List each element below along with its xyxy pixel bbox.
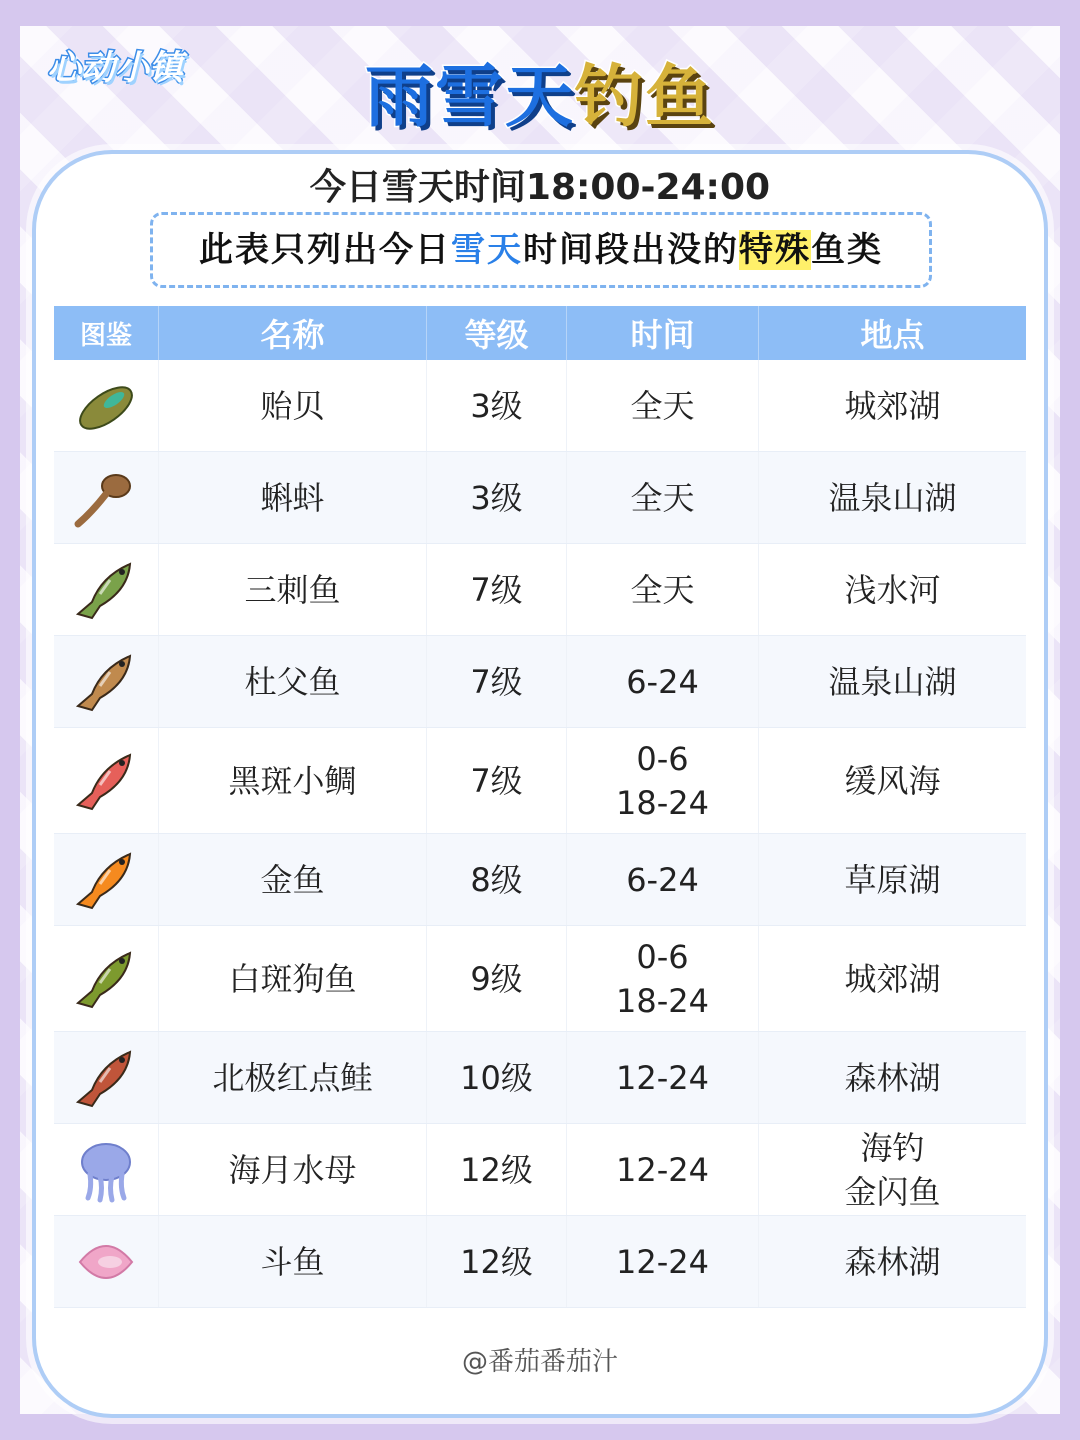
title-part-rain-snow: 雨雪天 (364, 58, 575, 137)
fish-time-line: 18-24 (616, 783, 709, 822)
app-logo (40, 38, 190, 98)
fish-place (758, 926, 1026, 1031)
fish-time-line: 12-24 (616, 1242, 709, 1281)
table-row (54, 544, 1026, 636)
fish-level: 7级 (426, 728, 566, 833)
table-row (54, 452, 1026, 544)
note-after: 鱼类 (811, 230, 883, 270)
header-level: 等级 (426, 306, 566, 360)
table-header (54, 306, 1026, 360)
fish-time-line: 12-24 (616, 1058, 709, 1097)
fish-name: 金鱼 (158, 834, 426, 925)
header-place: 地点 (758, 306, 1026, 360)
fish-name: 杜父鱼 (158, 636, 426, 727)
fish-place (758, 636, 1026, 727)
fish-time-line: 6-24 (626, 662, 699, 701)
table-row (54, 926, 1026, 1032)
fish-table (54, 306, 1026, 1308)
fish-name: 贻贝 (158, 360, 426, 451)
fish-place (758, 360, 1026, 451)
fish-time (566, 834, 758, 925)
fish-level: 3级 (426, 452, 566, 543)
fish-place (758, 728, 1026, 833)
fish-time-line: 6-24 (626, 860, 699, 899)
fish-place-line: 森林湖 (844, 1058, 941, 1097)
arctic-char-icon (54, 1032, 158, 1123)
table-row (54, 728, 1026, 834)
fish-time-line: 全天 (630, 386, 695, 425)
fish-name: 斗鱼 (158, 1216, 426, 1307)
fish-time (566, 452, 758, 543)
red-snapper-icon (54, 728, 158, 833)
sculpin-icon (54, 636, 158, 727)
fish-name: 白斑狗鱼 (158, 926, 426, 1031)
fish-time (566, 544, 758, 635)
note-highlight-snow: 雪天 (451, 230, 523, 270)
fish-level: 8级 (426, 834, 566, 925)
fish-level: 10级 (426, 1032, 566, 1123)
fish-time-line: 0-6 (636, 739, 689, 778)
fish-level: 9级 (426, 926, 566, 1031)
fish-place (758, 1124, 1026, 1215)
fish-time (566, 1124, 758, 1215)
fish-place-line: 森林湖 (844, 1242, 941, 1281)
tadpole-icon (54, 452, 158, 543)
table-row (54, 1124, 1026, 1216)
fish-name: 三刺鱼 (158, 544, 426, 635)
fish-place-line: 浅水河 (844, 570, 941, 609)
fish-place-line: 草原湖 (844, 860, 941, 899)
fish-time-line: 全天 (630, 570, 695, 609)
pike-icon (54, 926, 158, 1031)
fish-place-line: 城郊湖 (844, 386, 941, 425)
note-middle: 时间段出没的 (523, 230, 739, 270)
snow-time-subtitle: 今日雪天时间18:00-24:00 (309, 167, 771, 208)
fish-name: 北极红点鲑 (158, 1032, 426, 1123)
fish-level: 3级 (426, 360, 566, 451)
stickleback-icon (54, 544, 158, 635)
mussel-icon (54, 360, 158, 451)
fish-time-line: 0-6 (636, 937, 689, 976)
fish-place-line: 缓风海 (844, 761, 941, 800)
fish-place-line: 海钓 (860, 1128, 925, 1167)
fish-time-line: 12-24 (616, 1150, 709, 1189)
table-row (54, 1216, 1026, 1308)
fish-place (758, 1216, 1026, 1307)
fish-place-line: 温泉山湖 (828, 662, 957, 701)
fish-level: 12级 (426, 1124, 566, 1215)
jellyfish-icon (54, 1124, 158, 1215)
fish-place (758, 544, 1026, 635)
fish-place-line: 金闪鱼 (844, 1172, 941, 1211)
fish-time (566, 636, 758, 727)
fish-place (758, 1032, 1026, 1123)
page-title (340, 58, 740, 138)
fish-time-line: 18-24 (616, 981, 709, 1020)
goldfish-icon (54, 834, 158, 925)
author-credit: @番茄番茄汁 (461, 1347, 618, 1377)
fish-place (758, 834, 1026, 925)
header-icon: 图鉴 (79, 320, 132, 351)
fish-time (566, 360, 758, 451)
table-row (54, 834, 1026, 926)
fish-name: 蝌蚪 (158, 452, 426, 543)
fish-level: 7级 (426, 544, 566, 635)
title-part-fishing: 钓鱼 (575, 58, 716, 137)
table-row (54, 636, 1026, 728)
fish-place-line: 温泉山湖 (828, 478, 957, 517)
fish-place (758, 452, 1026, 543)
fish-name: 海月水母 (158, 1124, 426, 1215)
table-body (54, 360, 1026, 1308)
fish-name: 黑斑小鲷 (158, 728, 426, 833)
fish-level: 12级 (426, 1216, 566, 1307)
table-row (54, 360, 1026, 452)
fish-time (566, 926, 758, 1031)
fish-time (566, 1216, 758, 1307)
note-text (150, 212, 932, 288)
header-name: 名称 (158, 306, 426, 360)
betta-icon (54, 1216, 158, 1307)
fish-time (566, 728, 758, 833)
note-before: 此表只列出今日 (199, 230, 451, 270)
fish-place-line: 城郊湖 (844, 959, 941, 998)
fish-time-line: 全天 (630, 478, 695, 517)
logo-text: 心动小镇 (47, 48, 183, 88)
note-highlight-special: 特殊 (739, 230, 811, 270)
fish-time (566, 1032, 758, 1123)
fish-level: 7级 (426, 636, 566, 727)
table-row (54, 1032, 1026, 1124)
header-time: 时间 (566, 306, 758, 360)
